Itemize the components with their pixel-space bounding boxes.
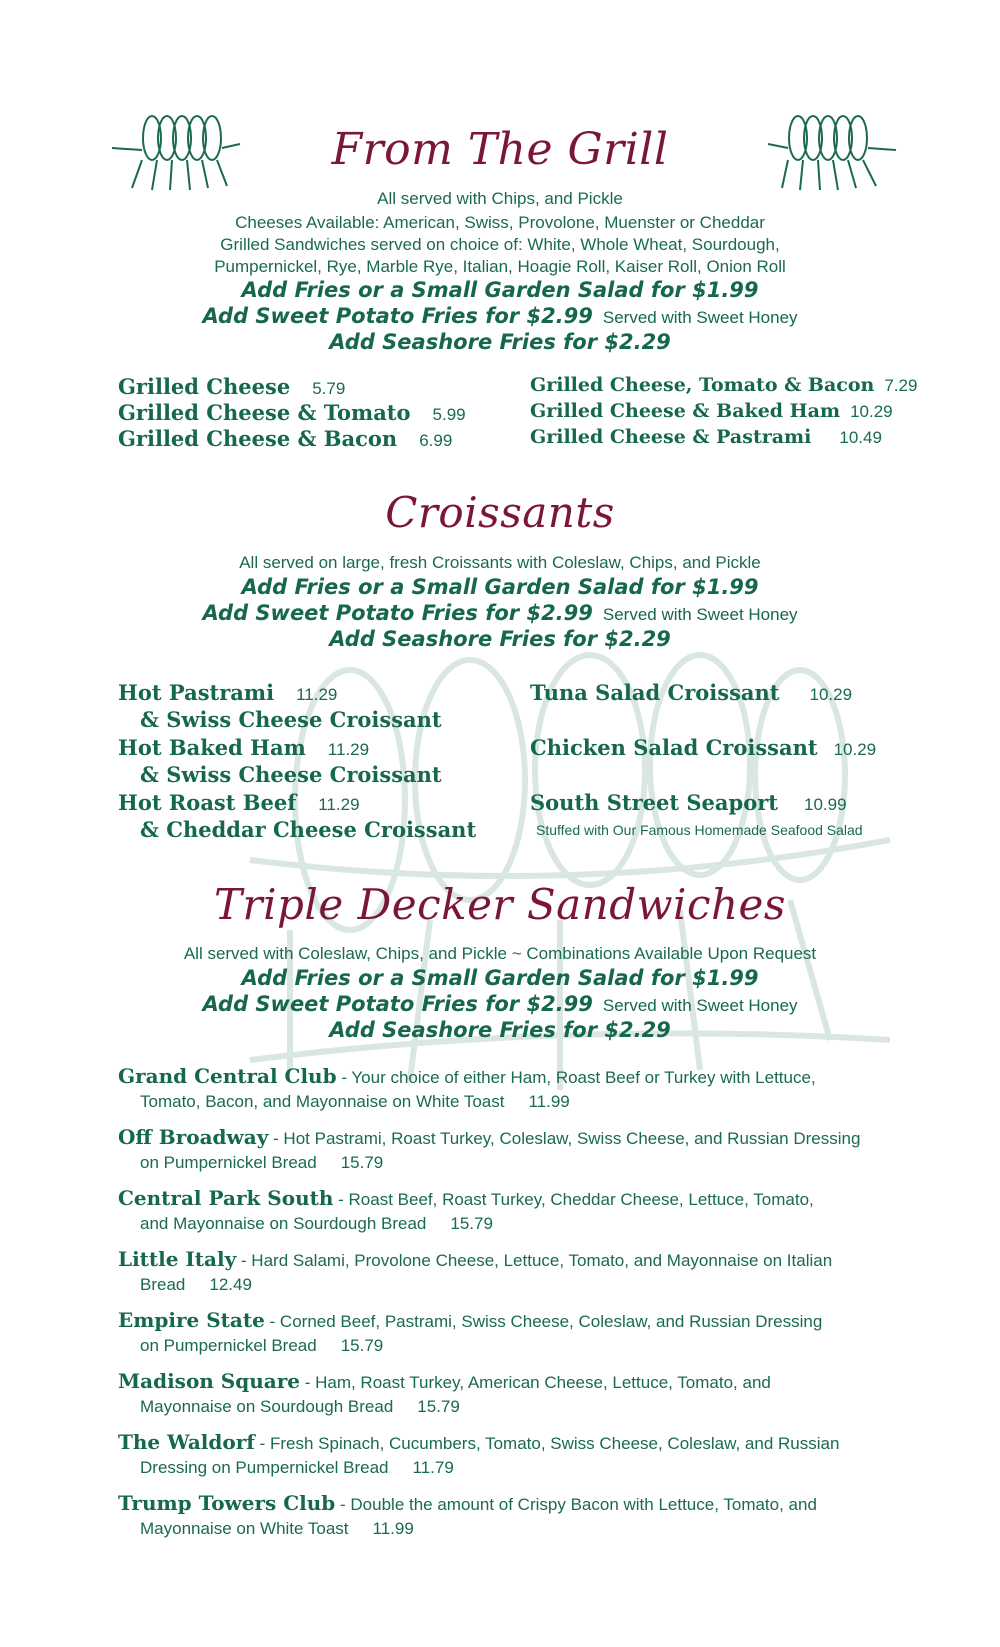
triple-item: Off Broadway - Hot Pastrami, Roast Turkey, Coleslaw, Swiss Cheese, and Russian Dressing on Pumpernickel Bread 15.79: [118, 1125, 861, 1172]
triple-addon-sweet: Add Sweet Potato Fries for $2.99 Served with Sweet Honey: [202, 992, 798, 1016]
triple-item: Central Park South - Roast Beef, Roast Turkey, Cheddar Cheese, Lettuce, Tomato, and Mayonnaise on Sourdough Bread 15.79: [118, 1186, 814, 1233]
menu-item: Tuna Salad Croissant 10.29: [530, 680, 853, 705]
menu-item: Grilled Cheese, Tomato & Bacon 7.29: [530, 374, 918, 396]
menu-item-desc: Stuffed with Our Famous Homemade Seafood Salad: [536, 822, 863, 838]
croissants-title: Croissants: [385, 488, 615, 537]
croissants-addon-sweet: Add Sweet Potato Fries for $2.99 Served with Sweet Honey: [202, 601, 798, 625]
menu-item: South Street Seaport 10.99: [530, 790, 847, 815]
croissants-line: All served on large, fresh Croissants with Coleslaw, Chips, and Pickle: [239, 553, 761, 572]
menu-item-sub: & Swiss Cheese Croissant: [140, 762, 442, 787]
croissants-addon-fries: Add Fries or a Small Garden Salad for $1.99: [241, 575, 759, 599]
croissants-addon-seashore: Add Seashore Fries for $2.29: [329, 627, 671, 651]
triple-addon-seashore: Add Seashore Fries for $2.29: [329, 1018, 671, 1042]
grill-line-4: Pumpernickel, Rye, Marble Rye, Italian, Hoagie Roll, Kaiser Roll, Onion Roll: [214, 257, 786, 276]
menu-item: Grilled Cheese & Bacon 6.99: [118, 426, 453, 451]
grill-line-3: Grilled Sandwiches served on choice of: White, Whole Wheat, Sourdough,: [220, 235, 780, 254]
grill-addon-seashore: Add Seashore Fries for $2.29: [329, 330, 671, 354]
grill-line-2: Cheeses Available: American, Swiss, Provolone, Muenster or Cheddar: [235, 213, 765, 232]
triple-item: Trump Towers Club - Double the amount of Crispy Bacon with Lettuce, Tomato, and Mayonnaise on White Toast 11.99: [118, 1491, 817, 1538]
menu-item: Grilled Cheese 5.79: [118, 374, 346, 399]
triple-item: The Waldorf - Fresh Spinach, Cucumbers, Tomato, Swiss Cheese, Coleslaw, and Russian Dressing on Pumpernickel Bread 11.79: [118, 1430, 840, 1477]
menu-item: Grilled Cheese & Baked Ham 10.29: [530, 400, 893, 422]
triple-title: Triple Decker Sandwiches: [214, 880, 786, 929]
triple-addon-fries: Add Fries or a Small Garden Salad for $1.99: [241, 966, 759, 990]
triple-item: Empire State - Corned Beef, Pastrami, Swiss Cheese, Coleslaw, and Russian Dressing on Pumpernickel Bread 15.79: [118, 1308, 823, 1355]
triple-item: Little Italy - Hard Salami, Provolone Cheese, Lettuce, Tomato, and Mayonnaise on Italian Bread 12.49: [118, 1247, 833, 1294]
menu-item: Grilled Cheese & Tomato 5.99: [118, 400, 466, 425]
triple-item: Grand Central Club - Your choice of either Ham, Roast Beef or Turkey with Lettuce, Tomato, Bacon, and Mayonnaise on White Toast 11.99: [118, 1064, 816, 1111]
menu-item: Hot Roast Beef 11.29: [118, 790, 360, 815]
grill-title: From The Grill: [331, 124, 669, 175]
menu-item: Grilled Cheese & Pastrami 10.49: [530, 426, 882, 448]
grill-addon-fries: Add Fries or a Small Garden Salad for $1.99: [241, 278, 759, 302]
pickle-parade-watermark: [230, 600, 910, 1120]
grill-line-1: All served with Chips, and Pickle: [377, 189, 623, 208]
menu-item: Hot Pastrami 11.29: [118, 680, 338, 705]
menu-item-sub: & Cheddar Cheese Croissant: [140, 817, 477, 842]
grill-addon-sweet: Add Sweet Potato Fries for $2.99 Served with Sweet Honey: [202, 304, 798, 328]
menu-item: Chicken Salad Croissant 10.29: [530, 735, 877, 760]
triple-item: Madison Square - Ham, Roast Turkey, American Cheese, Lettuce, Tomato, and Mayonnaise on Sourdough Bread 15.79: [118, 1369, 771, 1416]
menu-item-sub: & Swiss Cheese Croissant: [140, 707, 442, 732]
menu-item: Hot Baked Ham 11.29: [118, 735, 370, 760]
triple-line: All served with Coleslaw, Chips, and Pickle ~ Combinations Available Upon Request: [183, 944, 817, 963]
